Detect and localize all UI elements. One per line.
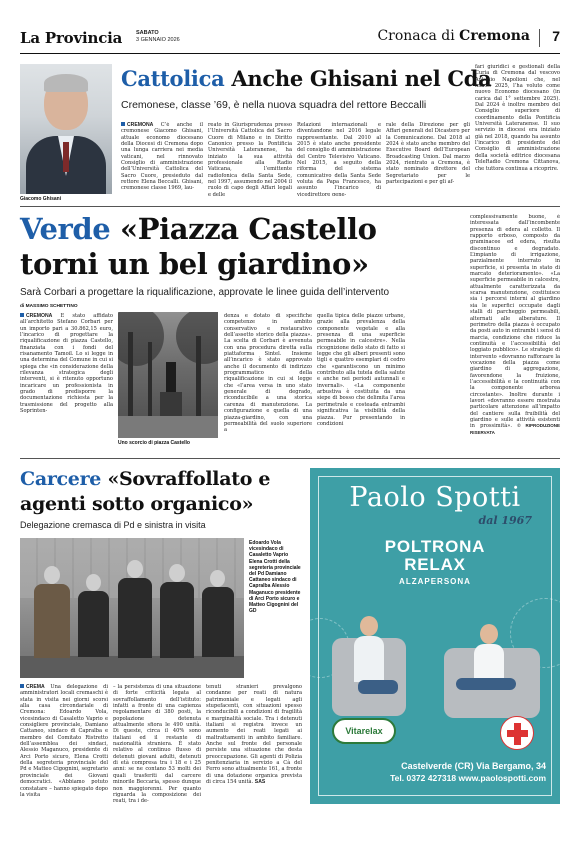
portrait-hair: [44, 74, 88, 92]
article-column: [20, 684, 108, 804]
medical-cross-icon: [500, 716, 534, 750]
header-divider: [539, 29, 540, 47]
article-column: denza e dotato di specifiche competenze in ambito conservativo e restaurativo dell’assetto storico della piazza». La scelta di Corbari è avvenuta con una procedura diretta sulla piattaforma Sintel. Insieme all’incarico è stato approvato anche il documento di indirizzo programmatico della riqualificazione in cui si legge che «l’area versa in uno stato generale di degrado, riconducibile a una storica carenza di manutenzione. La configurazione e quella di una piazza-giardino, con una permeabilità del suolo superiore a: [224, 313, 312, 434]
ad-since: dal 1967: [478, 514, 532, 527]
ghisani-portrait[interactable]: [20, 64, 112, 194]
article-column: [206, 684, 302, 804]
page-number: 7: [552, 28, 560, 44]
photo-caption: Giacomo Ghisani: [20, 196, 62, 202]
article-column: [20, 313, 113, 448]
furniture-advertisement[interactable]: [310, 468, 560, 804]
article-column: – la persistenza di una situazione di forte criticità legata al sovraffollamento dell’istituto: infatti a fronte di una capienza regolamentare di 380 posti, la popolazione detenuta attualmente sfiora le 490 unità. Di queste, circa il 40% sono italiani ed il restante di nazionalità straniera. È stato relativo al continuo flusso di detenuti giovani adulti, detenuti di età compresa tra i 18 e i 25 anni: se ne contano 53 molti dei quali trasferiti dal carcere minorile Beccaria, spesso dunque non maggiorenni. Per quanto riguarda la composizione dei reati, tra i de-: [113, 684, 201, 804]
issue-date-text: 3 GENNAIO 2026: [136, 37, 180, 43]
vitarelax-logo: [332, 718, 396, 744]
section-divider: [20, 206, 560, 207]
dateline: CREMA: [20, 684, 45, 690]
article-subtitle: Sarà Corbari a progettare la riqualificazione, approvate le linee guida dell’intervento: [20, 287, 390, 298]
section-city: Cremona: [459, 28, 530, 44]
photo-caption: Uno scorcio di piazza Castello: [118, 440, 190, 446]
page-header: [20, 24, 560, 54]
delegation-photo[interactable]: [20, 538, 244, 678]
tree-trunk: [196, 336, 201, 422]
ad-contact[interactable]: Tel. 0372 427318 www.paolospotti.com: [390, 773, 546, 783]
column-text: C’è anche il cremonese Giacomo Ghisani, attuale economo diocesano della Diocesi di Cremona dopo una lunga carriera nei media vaticani, nel rinnovato Consiglio di amministrazione dell’Università Cattolica del Sacro Cuore, presieduto dal rettore Elena Beccalli. Ghisani, cremonese classe 1969, lau-: [121, 122, 203, 192]
copyright-note: © RIPRODUZIONE RISERVATA: [470, 423, 560, 435]
tree-crown: [118, 312, 164, 366]
ad-footer: [318, 756, 552, 796]
dateline: CREMONA: [121, 122, 153, 128]
article-column: Relazioni internazionali e diventandone nel 2016 legale rappresentante. Dal 2010 al 2015 è stato anche presidente del consiglio di amministrazione del Centro Televisivo Vaticano. Nel 2015, a seguito della riforma del sistema comunicativo della Santa Sede voluta da Papa Francesco, ha assunto l’incarico di vicedirettore gene-: [297, 122, 381, 196]
issue-day: SABATO: [136, 30, 159, 36]
article-headline[interactable]: [20, 467, 300, 517]
article-subtitle: Delegazione cremasca di Pd e sinistra in visita: [20, 520, 206, 530]
tree-trunk: [128, 332, 133, 422]
ad-product: [310, 538, 560, 574]
dateline: CREMONA: [20, 313, 52, 319]
article-column: [121, 122, 203, 196]
article-byline: di MASSIMO SCHETTINO: [20, 304, 78, 309]
ground: [118, 416, 218, 438]
headline-kicker: Cattolica: [121, 66, 225, 91]
floor: [20, 656, 244, 678]
headline-kicker: Verde: [20, 212, 111, 246]
headline-text: Anche Ghisani nel Cda: [231, 66, 492, 91]
ad-brand: Paolo Spotti: [349, 482, 521, 513]
piazza-castello-photo[interactable]: [118, 312, 218, 438]
section-divider: [20, 458, 560, 459]
ad-address: Castelverde (CR) Via Bergamo, 34: [401, 761, 546, 771]
portrait-tie: [63, 142, 69, 172]
section-prefix: Cronaca di: [377, 28, 455, 44]
tree-trunk: [148, 342, 152, 422]
headline-text: «Piazza Castello torni un bel giardino»: [20, 212, 377, 281]
issue-date: [136, 30, 180, 44]
ad-product-line: POLTRONA: [384, 537, 486, 556]
monument-statue: [166, 362, 176, 392]
article-subtitle: Cremonese, classe ’69, è nella nuova squadra del rettore Beccalli: [121, 99, 427, 111]
article-column: fari giuridici e gestionali della Curia di Cremona dal vescovo Antonio Napolioni che, nel marzo 2025, l’ha voluto come nuovo Economo diocesano (in carica dal 1° settembre 2025). Dal 2024 è inoltre membro del Consiglio superiore di coordinamento della Pontificia Università Lateranense. Il suo servizio in diocesi era iniziato già nel 2018, quando ha assunto l’incarico di presidente del Consiglio di amministrazione della società editrice diocesana TeleRadio Cremona Cittanova, che tuttora continua a ricoprire.: [475, 64, 560, 172]
ad-tagline: ALZAPERSONA: [399, 577, 471, 586]
article-column: [470, 214, 560, 450]
headline-text: «Sovraffollato e agenti sotto organico»: [20, 468, 271, 515]
photo-caption: Edoardo Vola vicesindaco di Casaletto Vaprio Elena Crotti della segreteria provinciale del Pd Damiano Cattaneo sindaco di Capralba Alessio Maganuco presidente di Arci Porto sicuro e Matteo Cigognini del GD: [249, 540, 301, 615]
column-text: tenuti stranieri prevalgono condanne per reati di natura patrimoniale e legati agli stupefacenti, con situazioni spesso riconducibili a condizioni di fragilità e marginalità sociale. Tra i detenuti italiani si registra invece un aumento dei reati legati ai maltrattamenti in ambito familiare. Anche sul fronte del personale persiste una situazione che desta preoccupazione. Gli agenti di Polizia penitenziaria in servizio a Cà del Ferro sono attualmente 161, a fronte di una dotazione organica prevista di circa 154 unità.: [206, 684, 302, 786]
headline-kicker: Carcere: [20, 468, 102, 490]
column-text: Una delegazione di amministratori locali cremaschi è stata in visita nei giorni scorsi alla casa circondariale di Cremona: Edoardo Vola, vicesindaco di Casaletto Vaprio e consigliere provinciale, Damiano Cattaneo, sindaco di Capralba e membro del Comitato Ristretto dell’assemblea dei sindaci, Alessio Maganuco, presidente di Arci Porto sicuro, Elena Crotti della segreteria provinciale del Pd e Matteo Cigognini, segretario provinciale dei Giovani democratici. «Abbiamo potuto constatare – hanno spiegato dopo la visita: [20, 684, 108, 798]
author-sign: SAS: [254, 779, 266, 786]
ad-product-image: [324, 608, 546, 733]
article-column: rale della Direzione per gli Affari generali del Dicastero per la Comunicazione. Dal 2018 al 2024 è stato anche membro del Executive Board dell’European Broadcasting Union. Dal marzo 2024, rientrato a Cremona, è stato nominato direttore del Segretariato per le partecipazioni e per gli af-: [386, 122, 470, 186]
article-headline[interactable]: [20, 212, 420, 282]
newspaper-logo[interactable]: La Provincia: [20, 29, 123, 47]
vitarelax-logo-text: Vitarelax: [345, 726, 383, 736]
article-column: reato in Giurisprudenza presso l’Università Cattolica del Sacro Cuore di Milano e in Diritto Canonico presso la Pontificia Università Lateranense, ha iniziato la sua attività professionale alla Radio Vaticana, l’emittente radiofonica della Santa Sede, nel 1997, assumendo nel 2004 il ruolo di capo degli Affari legali e delle: [208, 122, 292, 196]
column-text: È stato affidato all’architetto Stefano Corbari per un importo pari a 30.862,15 euro, l’incarico di progettare la riqualificazione di piazza Castello, finanziata con i fondi del risanamento Tamoil. Lo si legge in una determina del Comune in cui si spiega che «in considerazione della rilevanza strategica degli interventi, si è ritenuto opportuno incaricare un professionista in grado di predisporre la documentazione richiesta per la trasmissione del progetto alla Soprinten-: [20, 313, 113, 415]
ad-product-line: RELAX: [404, 555, 466, 574]
section-title: [377, 28, 530, 44]
article-headline[interactable]: [121, 66, 491, 91]
monument-pedestal: [160, 392, 182, 418]
column-text: complessivamente buone, è interessata dall’incombente presenza di edera al colletto. Il rapporto erboso, composto da graminacee ed edera, risulta discontinuo e degradato. L’impianto di irrigazione, parzialmente interrato in superficie, si presenta in stato di marcato deterioramento». «La superficie permeabile in calcestre, attualmente caratterizzata da scarsa manutenzione, costituisce sia i percorsi interni al giardino sia le superfici occupate dagli stalli di parcheggio permeabili, alternati alle alberature. Il perimetro della piazza è occupato da posti auto in entrambi i sensi di marcia, condizione che riduce la continuità e l’accessibilità del loggiato pubblico». Le strategie di intervento «dovranno rafforzare la vocazione della piazza come giardino di aggregazione, favorendone la fruizione, l’accessibilità e la continuità con la componente arborea circostante». Inoltre durante i lavori «dovranno essere mostrata particolare attenzione all’impatto del cantiere sulla fruibilità del giardino e sulle attività esistenti in prossimità».: [470, 214, 560, 430]
article-column: quella tipica delle piazze urbane, grazie alla prevalenza della componente vegetale e alla presenza di una superficie permeabile in calcestre». Nella ricognizione dello stato di fatto si legge che gli alberi presenti sono tigli e quattro esemplari di cedro che «garantiscono un minimo contributo alla tutela della salute e anche nei periodi autunnali e invernali». «La componente arbustiva è costituita da una siepe di bosso che delimita l’area perimetrale e costeada entrambi significativa la visibilità della piazza. Pur presentando in condizioni: [317, 313, 405, 427]
